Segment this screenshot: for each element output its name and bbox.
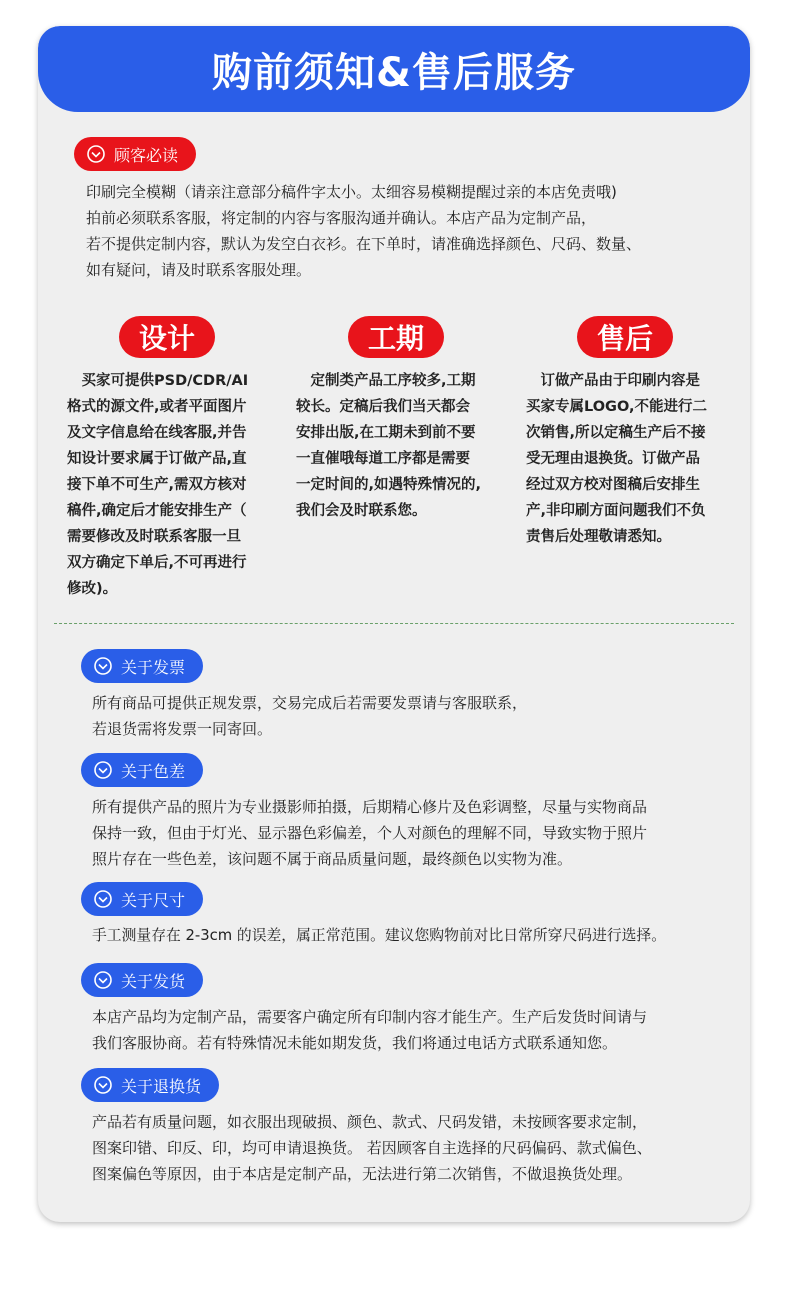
section-badge-label: 关于尺寸 — [121, 890, 186, 910]
column-line: 经过双方校对图稿后安排生 — [526, 477, 700, 493]
section-badge-label: 关于色差 — [121, 761, 186, 781]
chevron-down-circle-icon — [93, 656, 113, 676]
column-line: 及文字信息给在线客服,并告 — [67, 425, 247, 441]
column-line: 一定时间的,如遇特殊情况的, — [296, 477, 482, 493]
section-line: 产品若有质量问题，如衣服出现破损、颜色、款式、尺码发错，未按顾客要求定制， — [92, 1113, 648, 1131]
column-title-aftersale: 售后 — [577, 316, 673, 358]
column-line: 安排出版,在工期未到前不要 — [296, 425, 476, 441]
header-banner — [38, 26, 750, 112]
chevron-down-circle-icon — [93, 760, 113, 780]
section-line: 若退货需将发票一同寄回。 — [92, 720, 273, 738]
column-line: 知设计要求属于订做产品,直 — [67, 451, 247, 467]
column-line: 买家可提供PSD/CDR/AI — [67, 373, 249, 389]
dashed-divider — [54, 623, 734, 624]
column-text-schedule — [296, 368, 481, 524]
section-line: 手工测量存在 2-3cm 的误差，属正常范围。建议您购物前对比日常所穿尺码进行选择。 — [92, 927, 667, 944]
column-line: 产,非印刷方面问题我们不负 — [526, 503, 706, 519]
section-badge-color — [81, 753, 203, 787]
section-line: 我们客服协商。若有特殊情况未能如期发货，我们将通过电话方式联系通知您。 — [92, 1034, 618, 1052]
section-text-size — [92, 923, 666, 949]
column-line: 较长。定稿后我们当天都会 — [296, 399, 470, 415]
notice-text — [86, 179, 641, 283]
chevron-down-circle-icon — [93, 889, 113, 909]
section-text-shipping — [92, 1004, 647, 1056]
column-line: 双方确定下单后,不可再进行 — [67, 555, 247, 571]
notice-line: 若不提供定制内容，默认为发空白衣衫。在下单时，请准确选择颜色、尺码、数量、 — [86, 235, 642, 253]
notice-line: 印刷完全模糊（请亲注意部分稿件字太小。太细容易模糊提醒过亲的本店免责哦) — [86, 183, 617, 201]
column-line: 格式的源文件,或者平面图片 — [67, 399, 247, 415]
column-line: 订做产品由于印刷内容是 — [526, 373, 700, 389]
column-title-schedule: 工期 — [348, 316, 444, 358]
column-line: 次销售,所以定稿生产后不接 — [526, 425, 706, 441]
column-line: 稿件,确定后才能安排生产（ — [67, 503, 247, 519]
notice-badge — [74, 137, 196, 171]
page-title: 购前须知&售后服务 — [212, 49, 576, 96]
section-line: 图案印错、印反、印，均可申请退换货。 若因顾客自主选择的尺码偏码、款式偏色、 — [92, 1139, 652, 1157]
column-text-aftersale — [526, 368, 707, 550]
section-badge-returns — [81, 1068, 219, 1102]
column-title-design: 设计 — [119, 316, 215, 358]
section-badge-shipping — [81, 963, 203, 997]
section-line: 所有商品可提供正规发票，交易完成后若需要发票请与客服联系， — [92, 694, 528, 712]
notice-card — [38, 26, 750, 1222]
chevron-down-circle-icon — [93, 970, 113, 990]
column-line: 需要修改及时联系客服一旦 — [67, 529, 241, 545]
section-text-invoice — [92, 690, 527, 742]
section-line: 照片存在一些色差，该问题不属于商品质量问题，最终颜色以实物为准。 — [92, 850, 573, 868]
column-line: 买家专属LOGO,不能进行二 — [526, 399, 707, 415]
column-line: 定制类产品工序较多,工期 — [296, 373, 476, 389]
column-line: 一直催哦每道工序都是需要 — [296, 451, 470, 467]
section-line: 保持一致，但由于灯光、显示器色彩偏差，个人对颜色的理解不同，导致实物于照片 — [92, 824, 648, 842]
section-badge-label: 关于发货 — [121, 971, 186, 991]
section-badge-size — [81, 882, 203, 916]
chevron-down-circle-icon — [86, 144, 106, 164]
notice-badge-label: 顾客必读 — [114, 145, 179, 165]
section-line: 本店产品均为定制产品，需要客户确定所有印制内容才能生产。生产后发货时间请与 — [92, 1008, 648, 1026]
section-line: 图案偏色等原因，由于本店是定制产品，无法进行第二次销售，不做退换货处理。 — [92, 1165, 633, 1183]
notice-line: 如有疑问，请及时联系客服处理。 — [86, 261, 312, 279]
chevron-down-circle-icon — [93, 1075, 113, 1095]
column-line: 修改)。 — [67, 581, 118, 597]
section-badge-invoice — [81, 649, 203, 683]
column-line: 责售后处理敬请悉知。 — [526, 529, 671, 545]
section-text-color — [92, 794, 647, 872]
section-badge-label: 关于退换货 — [121, 1076, 202, 1096]
column-line: 受无理由退换货。订做产品 — [526, 451, 700, 467]
column-text-design — [67, 368, 248, 602]
column-line: 接下单不可生产,需双方核对 — [67, 477, 247, 493]
section-text-returns — [92, 1109, 652, 1187]
notice-line: 拍前必须联系客服，将定制的内容与客服沟通并确认。本店产品为定制产品， — [86, 209, 597, 227]
column-line: 我们会及时联系您。 — [296, 503, 427, 519]
section-badge-label: 关于发票 — [121, 657, 186, 677]
section-line: 所有提供产品的照片为专业摄影师拍摄，后期精心修片及色彩调整，尽量与实物商品 — [92, 798, 648, 816]
